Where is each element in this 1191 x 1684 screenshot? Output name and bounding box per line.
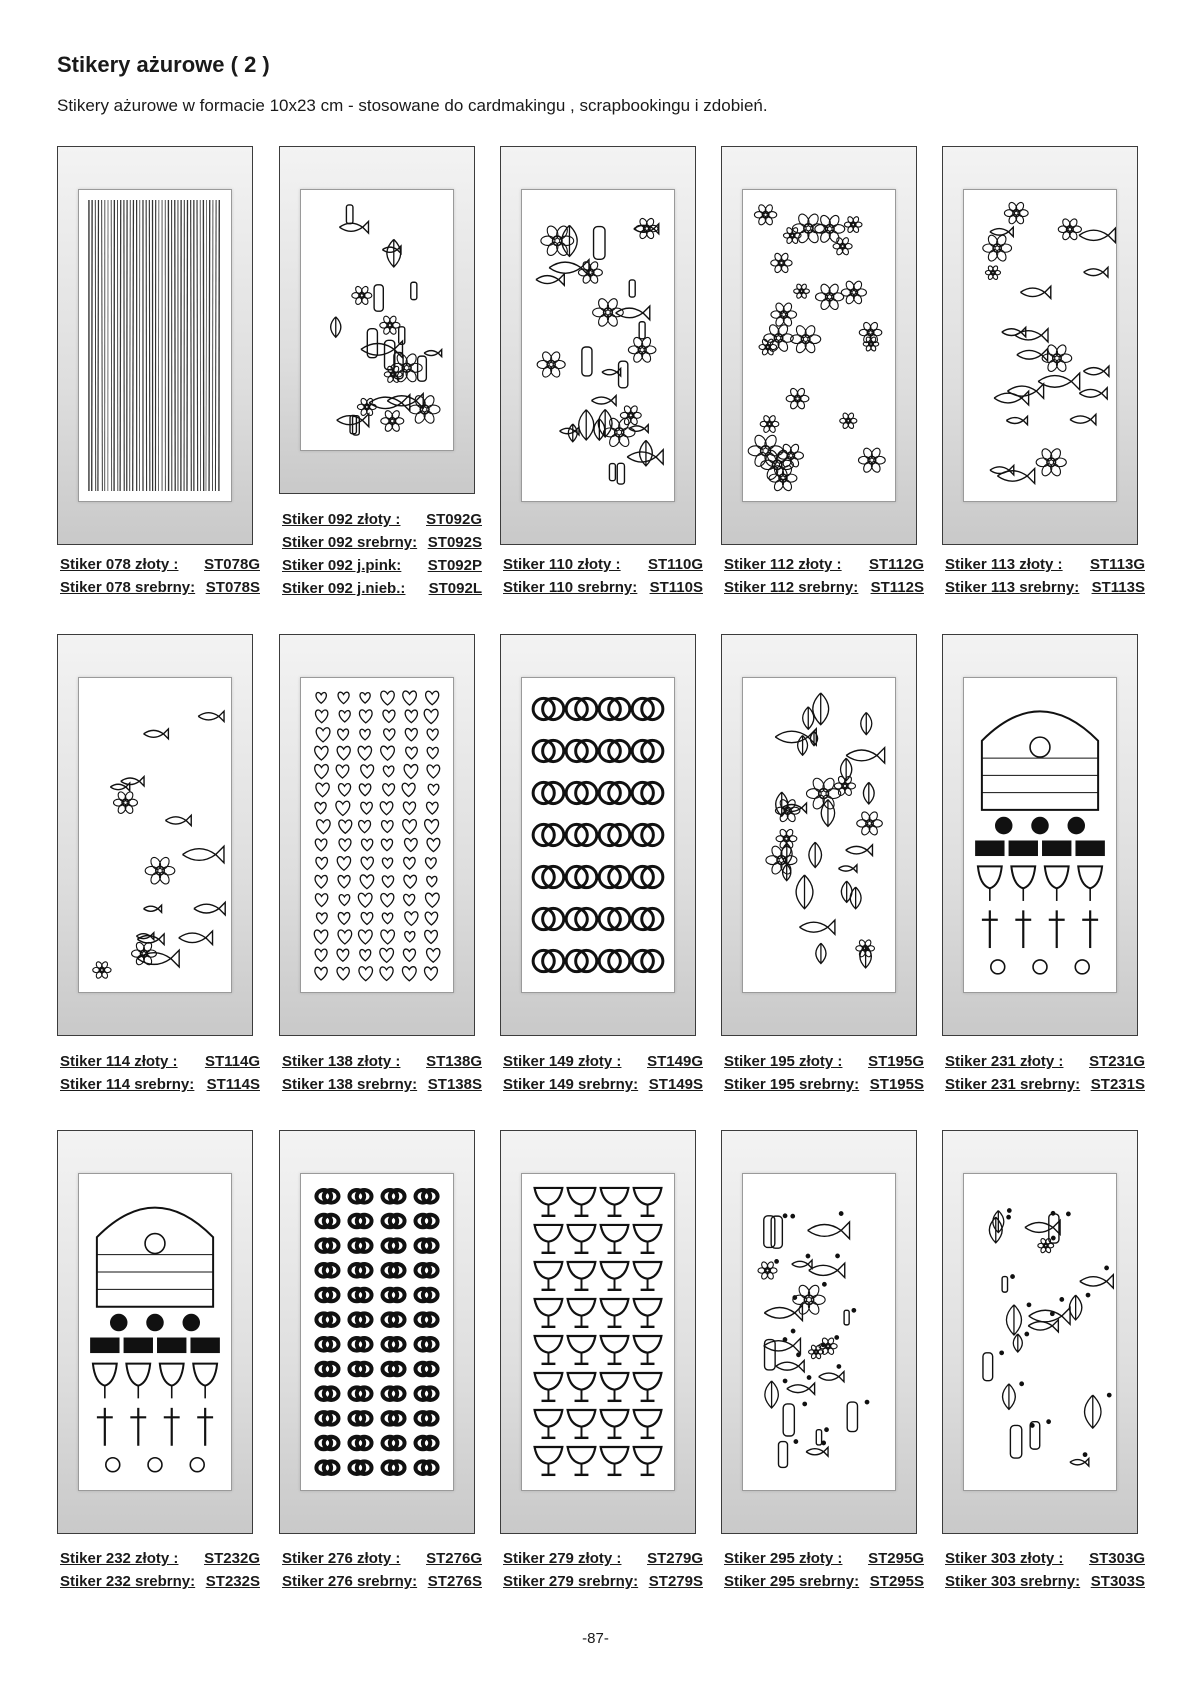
variant-line	[503, 1050, 703, 1073]
sticker-card-092	[279, 146, 475, 494]
sticker-label-276	[282, 1547, 482, 1593]
sticker-sheet-image	[742, 189, 896, 502]
variant-line	[945, 553, 1145, 576]
variant-name: Stiker 092 j.pink:	[282, 557, 402, 574]
variant-code: ST138S	[427, 1076, 482, 1093]
sticker-motif-teddy	[522, 190, 674, 501]
variant-line	[282, 554, 482, 577]
variant-line	[945, 1073, 1145, 1096]
variant-code: ST279G	[647, 1550, 703, 1567]
sticker-label-078	[60, 553, 260, 599]
variant-code: ST114G	[204, 1053, 260, 1070]
variant-name: Stiker 276 srebrny:	[282, 1573, 418, 1590]
variant-line	[945, 576, 1145, 599]
page-subtitle: Stikery ażurowe w formacie 10x23 cm - stosowane do cardmakingu , scrapbookingu i zdobień.	[57, 96, 768, 115]
page-number: -87-	[582, 1630, 609, 1647]
variant-name: Stiker 303 złoty :	[945, 1550, 1064, 1567]
variant-name: Stiker 114 srebrny:	[60, 1076, 195, 1093]
sticker-motif-bottles	[743, 1174, 895, 1490]
variant-code: ST279S	[648, 1573, 703, 1590]
variant-line	[503, 1073, 703, 1096]
sticker-card-110	[500, 146, 696, 545]
sticker-label-303	[945, 1547, 1145, 1593]
variant-code: ST195S	[869, 1076, 924, 1093]
variant-name: Stiker 231 srebrny:	[945, 1076, 1081, 1093]
variant-code: ST112S	[870, 579, 924, 596]
variant-code: ST110G	[647, 556, 703, 573]
variant-name: Stiker 295 srebrny:	[724, 1573, 860, 1590]
variant-code: ST276G	[426, 1550, 482, 1567]
variant-name: Stiker 112 złoty :	[724, 556, 842, 573]
variant-code: ST303S	[1090, 1573, 1145, 1590]
variant-code: ST092P	[427, 557, 482, 574]
sticker-motif-dancers	[964, 1174, 1116, 1490]
variant-line	[60, 1073, 260, 1096]
variant-line	[503, 1547, 703, 1570]
variant-name: Stiker 232 srebrny:	[60, 1573, 196, 1590]
sticker-card-195	[721, 634, 917, 1036]
sticker-sheet-image	[300, 677, 454, 993]
sticker-card-295	[721, 1130, 917, 1534]
sticker-label-232	[60, 1547, 260, 1593]
variant-code: ST231G	[1089, 1053, 1145, 1070]
sticker-motif-hearts	[301, 678, 453, 992]
variant-code: ST276S	[427, 1573, 482, 1590]
variant-line	[60, 1570, 260, 1593]
variant-code: ST113S	[1091, 579, 1145, 596]
variant-name: Stiker 113 złoty :	[945, 556, 1063, 573]
variant-name: Stiker 112 srebrny:	[724, 579, 859, 596]
sticker-label-295	[724, 1547, 924, 1593]
variant-line	[945, 1547, 1145, 1570]
sticker-sheet-image	[963, 677, 1117, 993]
sticker-label-114	[60, 1050, 260, 1096]
variant-name: Stiker 195 srebrny:	[724, 1076, 860, 1093]
variant-line	[724, 1073, 924, 1096]
variant-code: ST195G	[868, 1053, 924, 1070]
sticker-card-231	[942, 634, 1138, 1036]
sticker-label-149	[503, 1050, 703, 1096]
sticker-label-231	[945, 1050, 1145, 1096]
variant-code: ST149G	[647, 1053, 703, 1070]
sticker-sheet-image	[300, 1173, 454, 1491]
sticker-sheet-image	[78, 677, 232, 993]
variant-code: ST112G	[868, 556, 924, 573]
variant-line	[724, 576, 924, 599]
variant-name: Stiker 195 złoty :	[724, 1053, 843, 1070]
sticker-card-112	[721, 146, 917, 545]
page-title: Stikery ażurowe ( 2 )	[57, 52, 270, 77]
sticker-motif-communion	[964, 678, 1116, 992]
variant-line	[945, 1050, 1145, 1073]
variant-line	[945, 1570, 1145, 1593]
variant-code: ST092S	[427, 534, 482, 551]
sticker-label-112	[724, 553, 924, 599]
variant-line	[60, 1547, 260, 1570]
variant-code: ST232S	[205, 1573, 260, 1590]
sticker-motif-chalices	[522, 1174, 674, 1490]
sticker-card-149	[500, 634, 696, 1036]
sticker-sheet-image	[300, 189, 454, 451]
variant-code: ST303G	[1089, 1550, 1145, 1567]
variant-line	[60, 576, 260, 599]
variant-line	[724, 553, 924, 576]
variant-name: Stiker 110 złoty :	[503, 556, 621, 573]
sticker-label-279	[503, 1547, 703, 1593]
sticker-sheet-image	[963, 1173, 1117, 1491]
variant-line	[60, 553, 260, 576]
variant-line	[282, 508, 482, 531]
sticker-card-114	[57, 634, 253, 1036]
sticker-sheet-image	[963, 189, 1117, 502]
variant-name: Stiker 276 złoty :	[282, 1550, 401, 1567]
sticker-motif-dolphins	[79, 678, 231, 992]
sticker-label-110	[503, 553, 703, 599]
sticker-motif-baby	[301, 190, 453, 450]
sticker-sheet-image	[78, 189, 232, 502]
variant-code: ST110S	[649, 579, 703, 596]
variant-code: ST078S	[205, 579, 260, 596]
variant-line	[282, 1570, 482, 1593]
sticker-card-113	[942, 146, 1138, 545]
variant-line	[282, 1050, 482, 1073]
variant-name: Stiker 279 złoty :	[503, 1550, 622, 1567]
variant-line	[282, 577, 482, 600]
sticker-label-092	[282, 508, 482, 600]
sticker-motif-fish	[964, 190, 1116, 501]
variant-name: Stiker 113 srebrny:	[945, 579, 1080, 596]
variant-name: Stiker 295 złoty :	[724, 1550, 843, 1567]
sticker-motif-communion	[79, 1174, 231, 1490]
sticker-sheet-image	[521, 1173, 675, 1491]
variant-line	[503, 576, 703, 599]
sticker-label-113	[945, 553, 1145, 599]
variant-name: Stiker 092 srebrny:	[282, 534, 418, 551]
sticker-card-078	[57, 146, 253, 545]
variant-code: ST295S	[869, 1573, 924, 1590]
variant-code: ST092L	[428, 580, 482, 597]
variant-line	[724, 1050, 924, 1073]
variant-code: ST113G	[1089, 556, 1145, 573]
sticker-sheet-image	[742, 1173, 896, 1491]
sticker-sheet-image	[521, 677, 675, 993]
sticker-card-279	[500, 1130, 696, 1534]
variant-code: ST114S	[206, 1076, 260, 1093]
sticker-motif-lines	[79, 190, 231, 501]
sticker-label-138	[282, 1050, 482, 1096]
variant-name: Stiker 231 złoty :	[945, 1053, 1064, 1070]
sticker-label-195	[724, 1050, 924, 1096]
variant-code: ST295G	[868, 1550, 924, 1567]
sticker-card-232	[57, 1130, 253, 1534]
sticker-card-276	[279, 1130, 475, 1534]
variant-name: Stiker 303 srebrny:	[945, 1573, 1081, 1590]
variant-name: Stiker 078 złoty :	[60, 556, 179, 573]
variant-name: Stiker 114 złoty :	[60, 1053, 178, 1070]
sticker-motif-interlocked	[301, 1174, 453, 1490]
variant-name: Stiker 279 srebrny:	[503, 1573, 639, 1590]
variant-code: ST138G	[426, 1053, 482, 1070]
variant-line	[503, 1570, 703, 1593]
variant-code: ST231S	[1090, 1076, 1145, 1093]
sticker-sheet-image	[742, 677, 896, 993]
sticker-card-138	[279, 634, 475, 1036]
sticker-card-303	[942, 1130, 1138, 1534]
sticker-motif-flowers	[743, 190, 895, 501]
variant-code: ST149S	[648, 1076, 703, 1093]
variant-name: Stiker 092 j.nieb.:	[282, 580, 406, 597]
sticker-sheet-image	[521, 189, 675, 502]
variant-name: Stiker 110 srebrny:	[503, 579, 638, 596]
variant-name: Stiker 138 srebrny:	[282, 1076, 418, 1093]
variant-line	[60, 1050, 260, 1073]
variant-name: Stiker 138 złoty :	[282, 1053, 401, 1070]
variant-line	[282, 1073, 482, 1096]
variant-line	[724, 1570, 924, 1593]
sticker-motif-rings	[522, 678, 674, 992]
sticker-sheet-image	[78, 1173, 232, 1491]
variant-name: Stiker 078 srebrny:	[60, 579, 196, 596]
variant-line	[503, 553, 703, 576]
variant-name: Stiker 149 srebrny:	[503, 1076, 639, 1093]
variant-code: ST092G	[426, 511, 482, 528]
variant-line	[282, 1547, 482, 1570]
variant-code: ST078G	[204, 556, 260, 573]
variant-name: Stiker 149 złoty :	[503, 1053, 622, 1070]
sticker-motif-leaves	[743, 678, 895, 992]
variant-line	[282, 531, 482, 554]
variant-name: Stiker 092 złoty :	[282, 511, 401, 528]
variant-line	[724, 1547, 924, 1570]
variant-name: Stiker 232 złoty :	[60, 1550, 179, 1567]
variant-code: ST232G	[204, 1550, 260, 1567]
